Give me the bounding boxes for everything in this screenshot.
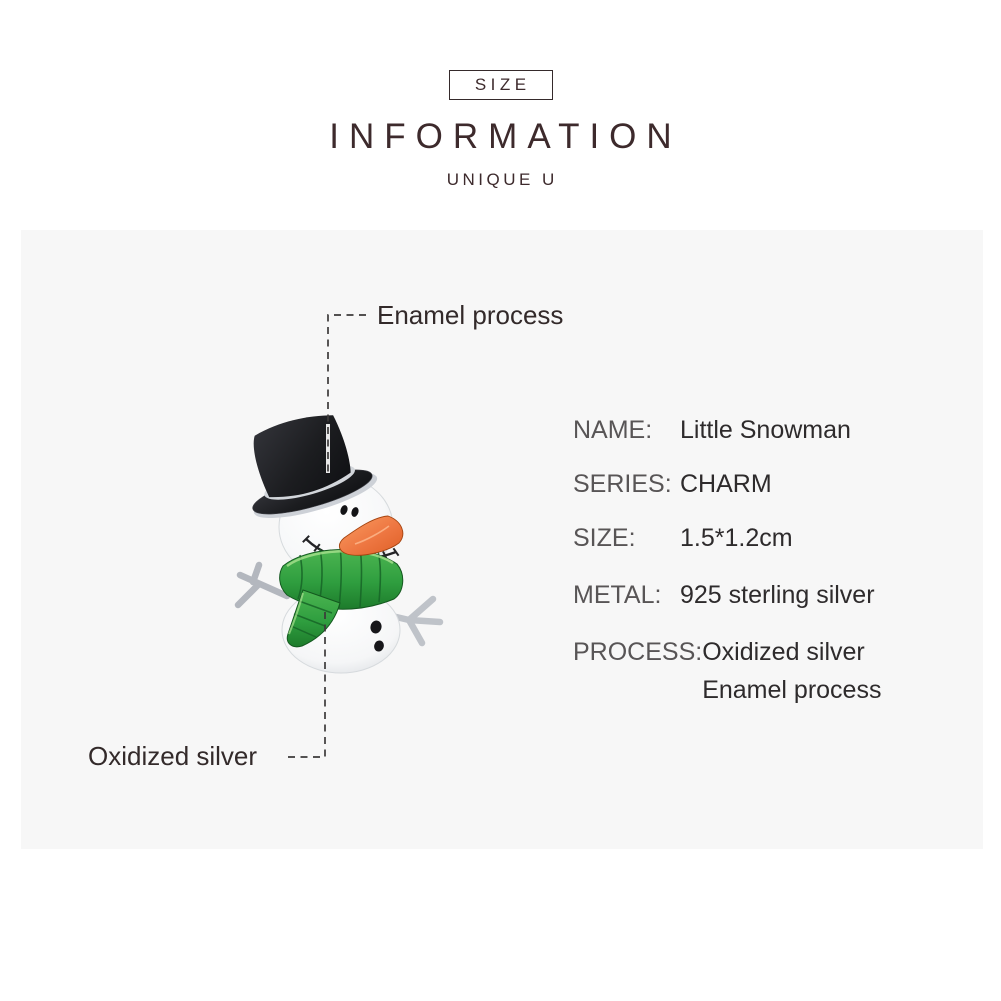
detail-value-line2: Enamel process [702,676,882,704]
detail-label: PROCESS: [573,638,703,666]
enamel-process-callout: Enamel process [377,300,564,330]
snowman-left-arm [238,565,287,605]
snowman-charm-image [215,400,455,700]
brand-subtitle: UNIQUE U [446,170,558,189]
detail-value: CHARM [680,470,772,498]
detail-row-name [573,414,851,446]
detail-label: SERIES: [573,470,672,498]
size-badge-label: SIZE [474,75,531,94]
detail-row-size [573,522,793,554]
detail-value [702,633,881,709]
size-badge [449,70,553,100]
detail-label: SIZE: [573,524,636,552]
detail-value: 1.5*1.2cm [680,524,793,552]
detail-label: METAL: [573,581,662,609]
detail-row-metal [573,579,875,611]
detail-value: 925 sterling silver [680,581,875,609]
detail-label: NAME: [573,416,653,444]
detail-row-process [573,633,881,709]
detail-row-series [573,468,772,500]
oxidized-silver-callout: Oxidized silver [88,741,258,771]
page-title: INFORMATION [329,117,682,156]
detail-value: Little Snowman [680,416,851,444]
info-panel [21,230,983,849]
detail-value-line1: Oxidized silver [702,638,865,666]
